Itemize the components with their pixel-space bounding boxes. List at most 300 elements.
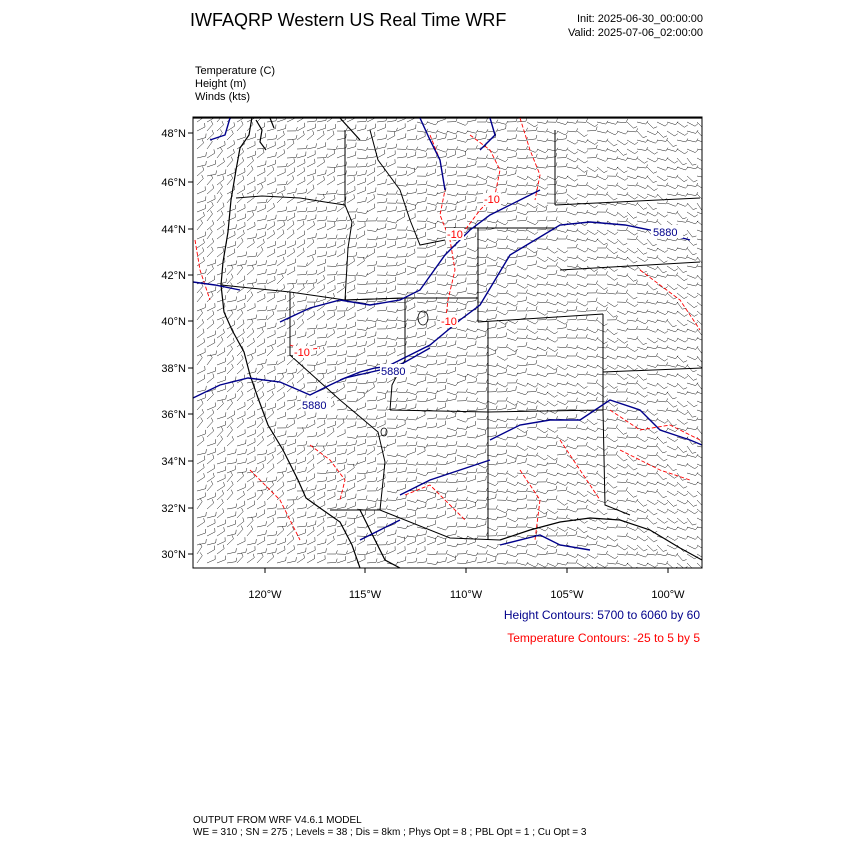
wind-barb [307,215,316,221]
wind-barb [537,216,547,221]
wind-barb [327,206,337,212]
wind-barb [467,468,477,473]
wind-barb [217,508,224,518]
wind-barb [407,468,417,473]
wind-barb [497,489,508,493]
wind-barb [227,213,235,221]
wind-barb [347,163,357,167]
wind-barb [557,392,568,397]
wind-barb [197,329,204,338]
wind-barb [247,177,255,185]
wind-barb [357,257,364,266]
wind-barb [197,386,206,392]
wind-barb [227,297,237,303]
wind-barb [427,453,438,456]
wind-barb [317,548,326,554]
wind-barb [687,391,698,394]
wind-barb [387,200,398,204]
wind-barb [267,160,276,167]
wind-barb [677,473,686,480]
wind-barb [467,374,478,378]
wind-barb [537,292,548,295]
wind-barb [427,360,437,365]
wind-barb [477,329,488,332]
wind-barb [237,491,244,500]
wind-barb [317,358,326,365]
wind-barb [657,509,668,513]
wind-barb [307,340,316,347]
wind-barb [667,356,678,359]
wind-barb [407,268,415,275]
valid-time: Valid: 2025-07-06_02:00:00 [568,27,703,39]
wind-barb [357,187,365,194]
wind-barb [647,284,657,290]
wind-barb [447,479,458,483]
wind-barb [597,365,608,370]
wind-barb [487,243,497,248]
wind-barb [367,339,375,347]
wind-barb [257,215,266,221]
wind-barb [267,403,276,410]
wind-barb [357,218,368,222]
wind-barb [197,310,203,321]
wind-barb [367,467,377,473]
wind-barb [517,297,527,302]
wind-barb [327,276,335,284]
wind-barb [527,413,537,419]
wind-barb [507,148,518,151]
wind-barb [237,320,244,329]
wind-barb [587,307,597,311]
wind-barb [637,482,648,486]
wind-barb [327,421,336,428]
wind-barb [687,426,698,429]
wind-barb [587,373,598,376]
wind-barb [477,387,487,392]
wind-barb [347,234,357,239]
wind-barb [467,192,478,196]
wind-barb [527,208,537,213]
wind-barb [517,408,528,412]
wind-barb [567,554,578,558]
wind-barb [367,487,377,491]
wind-barb [587,464,598,467]
wind-barb [217,447,225,455]
wind-barb [647,518,657,524]
wind-barb [457,455,468,458]
wind-barb [567,255,578,258]
wind-barb [257,510,265,519]
wind-barb [227,490,233,500]
wind-barb [507,170,516,176]
wind-barb [337,556,346,563]
wind-barb [277,221,285,230]
wind-barb [677,255,688,259]
wind-barb [547,516,558,519]
wind-barb [557,266,568,271]
wind-barb [447,180,457,185]
wind-barb [317,275,325,284]
wind-barb [577,257,588,262]
wind-barb [437,301,448,304]
wind-barb [597,185,608,189]
model-info: OUTPUT FROM WRF V4.6.1 MODEL [193,815,362,826]
wind-barb [467,412,476,419]
map-content [193,112,708,570]
wind-barb [237,391,243,401]
wind-barb [207,339,215,347]
wind-barb [347,312,355,320]
wind-barb [207,499,214,509]
wind-barb [517,203,528,206]
wind-barb [407,435,418,439]
wind-barb [627,326,638,330]
wind-barb [577,284,588,287]
wind-barb [577,334,587,338]
wind-barb [637,219,648,223]
wind-barb [617,284,628,287]
wind-barb [657,491,667,498]
wind-barb [487,557,496,564]
wind-barb [417,223,426,230]
wind-barb [377,234,387,239]
wind-barb [607,491,618,495]
wind-barb [227,205,236,212]
wind-barb [567,165,578,168]
wind-barb [467,491,478,494]
wind-barb [457,471,468,475]
wind-barb [587,541,597,545]
wind-barb [597,545,608,548]
wind-barb [627,400,638,403]
wind-barb [227,382,234,392]
wind-barb [327,146,338,150]
wind-barb [347,379,357,383]
wind-barb [647,545,657,551]
wind-barb [617,311,628,315]
wind-barb [217,268,226,275]
lat-label: 40°N [161,316,186,328]
wind-barb [627,122,637,128]
wind-barb [527,275,538,279]
wind-barb [377,447,385,456]
wind-barb [387,262,397,266]
wind-barb [657,500,668,505]
wind-barb [367,177,375,185]
wind-barb [357,433,367,437]
wind-barb [267,340,275,347]
wind-barb [537,176,548,180]
wind-barb [307,124,315,131]
wind-barb [547,435,558,438]
wind-barb [287,496,297,500]
wind-barb [687,410,696,417]
wind-barb [537,311,548,315]
wind-barb [437,341,447,347]
wind-barb [657,545,667,552]
wind-barb [277,472,284,482]
wind-barb [647,301,658,304]
wind-barb [477,345,488,349]
wind-barb [297,271,307,275]
wind-barb [507,274,518,277]
wind-barb [207,210,213,221]
wind-barb [547,131,558,134]
wind-barb [477,517,488,520]
wind-barb [547,119,558,123]
wind-barb [687,283,698,286]
wind-barb [267,269,276,275]
wind-barb [407,395,417,401]
wind-barb [327,536,334,545]
wind-barb [457,122,468,125]
wind-barb [267,464,274,473]
wind-barb [377,253,387,257]
wind-barb [607,212,618,216]
wind-barb [617,119,628,123]
wind-barb [587,392,598,396]
wind-barb [277,274,283,284]
wind-barb [507,207,517,213]
wind-barb [367,477,377,482]
wind-barb [297,240,305,249]
wind-barb [607,356,618,359]
wind-barb [357,423,367,429]
wind-barb [367,243,377,248]
wind-barb [387,337,398,340]
wind-barb [397,467,407,473]
temp-label-4: -10 [294,347,310,359]
wind-barb [477,464,488,468]
wind-barb [407,511,416,518]
wind-barb [597,290,608,294]
wind-barb [657,300,668,303]
wind-barb [467,500,478,503]
wind-barb [277,141,285,149]
wind-barb [467,182,478,186]
wind-barb [227,249,235,257]
wind-barb [477,521,486,527]
wind-barb [477,533,488,537]
wind-barb [477,416,488,420]
wind-barb [517,458,526,464]
wind-barb [487,334,497,338]
wind-barb [687,329,698,332]
wind-barb [387,309,398,313]
wind-barb [377,505,388,509]
wind-barb [417,271,427,275]
wind-barb [537,207,547,212]
wind-barb [597,473,607,479]
wind-barb [277,369,287,374]
wind-barb [657,266,667,273]
wind-barb [317,243,327,248]
wind-barb [347,353,358,357]
wind-barb [277,186,285,194]
wind-barb [457,523,467,528]
wind-barb [507,215,517,221]
wind-barb [377,167,385,176]
wind-barb [607,473,618,478]
wind-barb [337,261,347,266]
wind-barb [207,555,215,563]
wind-barb [457,389,468,393]
wind-barb [247,315,257,320]
wind-barb [497,459,507,464]
wind-barb [297,467,306,473]
wind-barb [477,254,488,258]
wind-barb [527,135,537,140]
wind-barb [467,553,478,556]
wind-barb [247,303,255,311]
wind-barb [367,318,378,321]
wind-barb [307,521,316,528]
wind-barb [447,135,457,140]
wind-barb [527,183,538,187]
wind-barb [317,518,324,527]
wind-barb [247,166,253,176]
wind-barb [477,284,488,287]
wind-barb [267,294,275,303]
wind-barb [427,491,438,494]
wind-barb [497,383,508,387]
wind-barb [397,133,406,140]
wind-barb [287,221,294,231]
wind-barb [367,160,375,167]
wind-barb [267,193,273,203]
wind-barb [427,221,438,224]
wind-barb [667,257,678,261]
wind-barb [237,355,243,365]
wind-barb [657,200,668,204]
wind-barb [247,492,255,500]
wind-barb [477,176,488,180]
wind-barb [557,189,567,194]
wind-barb [577,461,588,465]
wind-barb [557,334,567,338]
wind-barb [277,295,286,302]
wind-barb [537,462,548,465]
wind-barb [437,378,447,383]
wind-barb [547,486,557,491]
wind-barb [507,554,518,557]
wind-barb [607,536,618,541]
wind-barb [407,427,418,430]
wind-barb [647,410,658,415]
wind-barb [317,492,325,500]
wind-barb [557,176,568,179]
wind-barb [687,257,698,260]
wind-barb [577,327,588,331]
wind-barb [487,473,498,477]
wind-barb [587,271,598,275]
wind-barb [247,239,254,248]
wind-barb [607,451,617,455]
wind-barb [377,341,386,347]
wind-barb [547,181,557,186]
wind-barb [647,399,658,402]
wind-barb [277,412,286,419]
wind-barb [547,148,558,151]
wind-barb [577,473,588,478]
wind-barb [217,499,223,509]
wind-barb [597,398,608,402]
wind-barb [647,319,658,322]
wind-barb [567,398,578,402]
wind-barb [267,490,274,500]
wind-barb [267,323,276,329]
wind-barb [687,545,698,549]
wind-barb [327,448,336,455]
wind-barb [697,338,708,342]
wind-barb [357,210,368,213]
wind-barb [367,363,378,366]
wind-barb [617,185,628,190]
lat-label: 44°N [161,224,186,236]
wind-barb [287,302,294,311]
wind-barb [397,171,407,176]
wind-barb [197,166,204,176]
wind-barb [527,176,538,181]
wind-barb [227,520,236,527]
wind-barb [267,241,276,248]
wind-barb [627,311,638,314]
wind-barb [257,280,267,284]
wind-barb [517,251,527,257]
wind-barb [487,301,498,304]
wind-barb [617,563,628,566]
wind-barb [297,441,307,446]
wind-barb [277,250,285,257]
wind-barb [397,389,408,393]
wind-barb [407,135,417,140]
wind-barb [467,145,477,149]
wind-barb [387,190,398,194]
init-time: Init: 2025-06-30_00:00:00 [577,13,703,25]
wind-barb [317,555,325,563]
wind-barb [447,544,458,547]
wind-barb [577,563,588,568]
wind-barb [367,288,377,293]
wind-barb [427,169,435,176]
wind-barb [647,219,658,222]
wind-barb [437,550,447,554]
wind-barb [677,167,688,170]
wind-barb [237,553,243,563]
wind-barb [687,248,697,255]
wind-barb [197,239,204,248]
wind-barb [217,400,223,410]
wind-barb [677,266,687,273]
wind-barb [427,374,438,377]
wind-barb [677,338,688,342]
wind-barb [467,271,477,275]
wind-barb [547,352,558,356]
wind-barb [197,485,206,491]
wind-barb [267,215,276,221]
wind-barb [217,427,223,437]
wind-barb [237,260,246,266]
wind-barb [197,196,206,203]
wind-barb [317,154,327,158]
wind-barb [627,230,638,235]
wind-barb [257,149,264,158]
wind-barb [217,545,224,554]
wind-barb [567,306,577,311]
wind-barb [427,493,436,500]
wind-barb [437,292,448,295]
wind-barb [557,274,568,277]
